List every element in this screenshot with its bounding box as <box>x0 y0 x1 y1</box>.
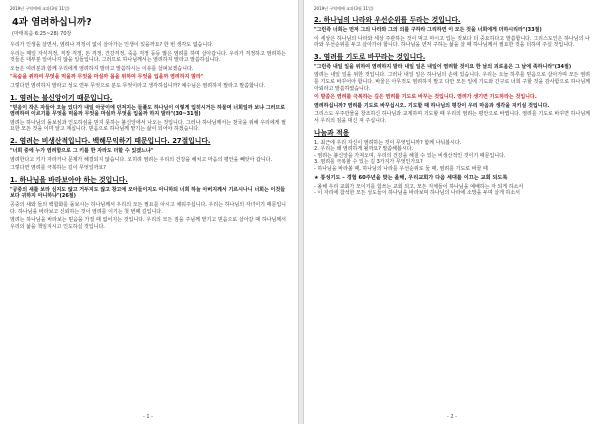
section-5-highlight: 이 말씀은 염려를 극복하는 길은 염려를 기도로 바꾸는 것입니다. 염려가 생기면 기도하라는 것입니다. <box>314 94 537 101</box>
application-item: - 하나님을 바라볼 때, 하나님의 나라를 우선순위로 둘 때, 염려를 기도로 바꿀 때 <box>314 165 488 172</box>
page-number: - 1 - <box>143 414 153 420</box>
section-5-body: 염려는 내일 일을 위한 것입니다. 그러나 내일 일은 하나님의 손에 있습니다. 우리는 오늘 하루를 믿음으로 살아가며 모든 염려를 기도로 바꾸어야 합니다. 바울은 아무것도 염려하지 말고 다만 모든 일에 기도와 간구로 너희 구할 것을 감사함으로 하나님께 아뢰라고 말씀하였습니다. <box>314 72 590 92</box>
section-4-heading: 2. 하나님의 나라와 우선순위를 두라는 것입니다. <box>314 16 461 24</box>
application-heading: 나눔과 적용 <box>314 128 350 137</box>
section-4-body: 이 세상은 하나님의 나라와 세상 주관하는 것이 먹고 마시고 입는 것보다 더 중요하다고 말씀합니다. 그리스도인은 하나님의 나라와 우선순위를 두고 살아가야 합니다. 하나님을 먼저 구하는 삶을 살 때 하나님께서 필요한 것을 더하여 주실 것입니다. <box>314 35 590 49</box>
prayer-item: - 이 자리에 참석한 모든 성도들이 하나님을 바라보며 하나님의 나라에 소망을 두며 살게 하소서 <box>314 190 521 197</box>
application-list <box>314 140 590 173</box>
page-left <box>0 0 296 424</box>
intro-paragraph-3: 오늘은 여러분과 함께 우리에게 염려하지 말라고 말씀하시는 이유를 살펴보겠습니다. <box>10 65 194 72</box>
section-3-quote: "공중의 새를 보라 심지도 않고 거두지도 않고 창고에 모아들이지도 아니하되 너희 하늘 아버지께서 기르시나니 너희는 이것들보다 귀하지 아니하냐"(26절) <box>10 186 286 200</box>
section-1-quote: "믿음이 작은 자들아 오늘 있다가 내일 아궁이에 던져지는 들풀도 하나님이 이렇게 입히시거든 하물며 너희일까 보냐 그러므로 염려하여 이르기를 무엇을 먹을까 무엇을 마실까 무엇을 입을까 하지 말라"(30~31절) <box>10 104 286 118</box>
section-1-heading: 1. 염려는 불신앙이기 때문입니다. <box>10 93 113 102</box>
section-3-heading: 1. 하나님을 바라보아야 하는 것입니다. <box>10 175 128 184</box>
page-header: 2019년 구역예배 교과(3월 11일) <box>314 6 374 11</box>
section-5-heading: 3. 염려를 기도로 바꾸라는 것입니다. <box>314 52 426 61</box>
section-3-body: 공중의 새와 들의 백합화를 돌보시는 하나님께서 우리의 모든 필요를 아시고 채워주십니다. 우리는 하나님의 자녀이기 때문입니다. 하나님을 바라보고 신뢰하는 것이 염려를 이기는 첫 번째 길입니다. <box>10 201 286 215</box>
application-item: - 염려는 불신앙을 가져오며, 우리의 건강을 해칠 수 있는 비생산적인 것이기 때문입니다. <box>314 152 506 159</box>
prayer-item: - 올해 우리 교회가 모이기를 힘쓰는 교회 되고, 모든 지체들이 하나님을 예배하는 자 되게 하소서 <box>314 183 524 190</box>
lesson-title: 4과 염려하십니까? <box>12 17 92 28</box>
prayer-heading: ★ 통성기도 – 경험 60주년을 맞는 올해, 우리교회가 다음 세대를 이끄는 교회 되도록 <box>314 174 508 181</box>
page-header: 2019년 구역예배 교과(3월 11일) <box>10 6 70 11</box>
page-right <box>304 0 600 424</box>
intro-paragraph-1: 우리가 인생을 살면서, 염려나 걱정이 없이 살아가는 인생이 있을까요? 한 번 생각도 없습니다. <box>10 42 214 48</box>
section-2-body: 염려한다고 키가 자라거나 문제가 해결되지 않습니다. 오히려 염려는 우리의 건강을 해치고 마음의 평안을 빼앗아 갑니다. <box>10 156 273 163</box>
intro-paragraph-2: 우리는 매일 자식걱정, 직장 걱정, 돈 걱정, 건강걱정, 죽음 걱정 등등 많은 염려를 하며 살아갑니다. 우리가 걱정하고 염려하는 것들은 대부분 일어나지 않을 일들입니다. 그러므로 하나님께서는 염려하지 말라고 말씀하십니다. <box>10 50 286 64</box>
section-4-quote: "그런즉 너희는 먼저 그의 나라와 그의 의를 구하라 그리하면 이 모든 것을 너희에게 더하시리라"(33절) <box>314 27 542 33</box>
key-quote: "목숨을 위하여 무엇을 먹을까 무엇을 마실까 몸을 위하여 무엇을 입을까 염려하지 말라" <box>10 74 204 81</box>
application-item: 2. 우리는 왜 염려하게 될까요? 말씀해봅시다. <box>314 146 414 153</box>
section-2-question: 그렇다면 염려를 극복하는 길이 무엇일까요? <box>10 165 106 172</box>
section-2-heading: 2. 염려는 비생산적입니다. 백해무익하기 때문입니다. 27절입니다. <box>10 136 211 145</box>
page-number: - 2 - <box>447 414 457 420</box>
section-6-body: 그리스도 우주만물을 창조하신 하나님과 교제하며 기도할 때 우리의 염려는 평안으로 바뀝니다. 염려를 기도로 바꾸면 하나님께서 우리의 짐을 대신 져 주십니다. <box>314 111 590 124</box>
section-2-quote: "너희 중에 누가 염려함으로 그 키를 한 자라도 더할 수 있겠느냐" <box>10 147 154 154</box>
closing-paragraph: 염려는 하나님을 바라보는 믿음을 가질 때 없어지는 것입니다. 우리의 모든 짐을 주님께 맡기고 믿음으로 살아갈 때 하나님께서 우리의 삶을 책임지시고 인도하실 것입니다. <box>10 217 286 230</box>
scripture-reference: (마태복음 6:25~28) 70장 <box>12 31 72 37</box>
section-6-intro: 염려하십니까? 염려를 기도로 바꾸십시오. 기도할 때 하나님의 평강이 우리 마음과 생각을 지키실 것입니다. <box>314 102 550 109</box>
key-question: 그렇다면 염려하지 말라고 성도 연두 무엇으로 분도 무엇이라고 생각하십니까? 예수님은 염려하지 말라고 말씀합니다. <box>10 82 266 89</box>
section-1-body: 염려는 하나님의 돌보심과 인도하심을 믿지 못하는 불신앙에서 나오는 것입니다. 그러나 하나님께서는 천국을 위해 우리에게 필요한 모든 것을 이미 알고 계십니다. 믿음으로 하나님께 맡기는 삶이 되어야 하겠습니다. <box>10 119 286 133</box>
prayer-list <box>314 184 590 197</box>
application-item: 3. 염려를 극복할 수 있는 길 3가지가 무엇인가요? <box>314 159 423 166</box>
application-item: 1. 최근에 우리 자신이 염려하는 것이 무엇입니까? 함께 나눠봅시다. <box>314 139 462 146</box>
section-5-quote: "그런즉 내일 일을 위하여 염려하지 말라 내일 일은 내일이 염려할 것이요 한 날의 괴로움은 그 날에 족하니라"(34절) <box>314 63 572 70</box>
